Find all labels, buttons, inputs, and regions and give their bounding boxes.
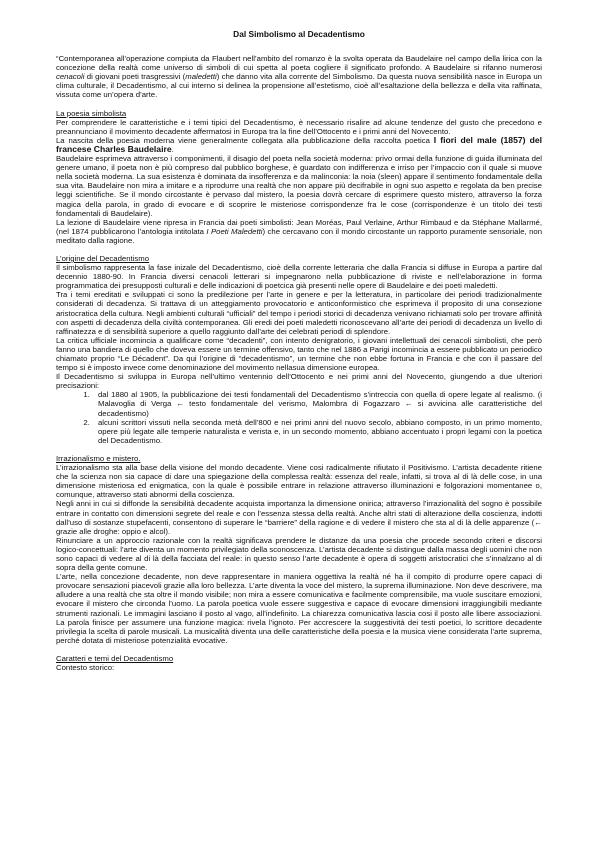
intro-text: di giovani poeti trasgressivi ( bbox=[84, 72, 186, 82]
paragraph: La critica ufficiale incomincia a qualificare come “decadenti”, con intento denigratorio, i giovani intellettuali dei cenacoli simbolisti, che però fanno una bandiera di quello che doveva essere un termine offensivo, tanto che nel 1886 a Parigi incomincia a essere pubblicato un periodico chiamato proprio “Le Décadent”. Da qui l’origine di “decadentismo”, un termine che non ebbe fortuna in Francia e che con il passare del tempo si è imposto invece come denominazione del movimento nellasua dimensione europea. bbox=[56, 335, 542, 373]
intro-text: ) che danno vita alla corrente del Simbolismo. Da questa nuova sensibilità nasce in Europa un clima culturale, il Decadentismo, al cui interno si delinea la propensione all’estetismo, cioè all’esaltazione della bellezza e della vita raffinata, vissuta come un’opera d’arte. bbox=[56, 72, 542, 100]
paragraph: Per comprendere le caratteristiche e i temi tipici del Decadentismo, è necessario risalire ad alcune tendenze del gusto che precedono e preannunciano il movimento decadente affermatosi in Europa tra la fine dell’Ottocento e i primi anni del Novecento. bbox=[56, 117, 542, 136]
paragraph-text: La lezione di Baudelaire viene ripresa in Francia dai poeti simbolisti: Jean Moréas, Paul Verlaine, Arthur Rimbaud e da Stéphane Mallarmé, (nel 1874 pubblicarono l’antologia intitolata bbox=[56, 217, 542, 236]
bold-title-fiori-del-male: I fiori del male (1857) del francese Charles Baudelaire bbox=[56, 134, 542, 154]
paragraph: L’arte, nella concezione decadente, non deve rappresentare in maniera oggettiva la realtà né ha il compito di produrre opere capaci di provocare sensazioni piacevoli grazie alla loro bellezza. L’arte diventa la voce del mistero, la suprema illuminazione. Non deve descrivere, ma alludere a una realtà che sta oltre il mondo visibile; non mira a essere comunicativa e facilmente comprensibile, ma vuole suscitare emozioni, evocare il mistero che circonda l’uomo. La parola poetica vuole essere suggestiva e capace di evocare dimensioni irraggiungibili mediante strumenti razionali. Le immagini lasciano il posto al vago, all’indefinito. La chiarezza comunicativa lascia cosi il posto alle libere associazioni. La parola finisce per assumere una funzione magica: rivela l’ignoto. Per accrescere la suggestività dei testi poetici, lo scrittore decadente privilegia la scelta di parole musicali. La musicalità diventa una delle caratteristiche della poesia e la musica viene considerata l’arte suprema, perché dotata di misteriose potenzialità evocative. bbox=[56, 572, 542, 645]
paragraph-text: . bbox=[171, 144, 174, 154]
paragraph: Il simbolismo rappresenta la fase inizale del Decadentismo, cioè della corrente letteraria che dalla Francia si diffuse in Europa a partire dal decennio 1880-90. In Francia diversi cenacoli letterari si impegnarono nella pubblicazione di riviste e nell’elaborazione in forma programmatica dei presupposti culturali e delle indicazioni di poetcica già presenti nelle opere di Baudelaire e dei poeti maledetti. bbox=[56, 263, 542, 291]
intro-italic-maledetti: maledetti bbox=[185, 72, 217, 82]
paragraph: Baudelaire esprimeva attraverso i componimenti, il disagio del poeta nella società moderna: privo ormai della funzione di guida illuminata del genere umano, il poeta non è più compreso dal pubblico borghese, è guardato con indifferenza e irriso per l’impaccio con il quale si muove nella società moderna. La sua esistenza è dominata da insofferenza e da malinconia: la noia (sleen) appare il sentimento fondamentale della sua vita. Baudelaire non mira a imitare e a riprodurre una realtà che non appare più decifrabile in ogni suo aspetto e regolata da ben precise leggi scientifiche. Se il mondo circostante è pervaso dal mistero, la poesia dovrà cercare di esprimere questo mistero, attraverso la forza magica della parola, in grado di evocare e di scoprire le misteriose corrispondenze fra le cose (corrispondenze è un titolo dei testi fondamentali di Baudelaire). bbox=[56, 154, 542, 218]
intro-text: “Contemporanea all’operazione compiuta da Flaubert nell’ambito del romanzo è la svolta operata da Baudelaire nel campo della lirica con la concezione della realtà come universo di simboli di cui spetta al poeta cogliere il significato profondo. A Baudelaire si rifanno numerosi bbox=[56, 54, 542, 73]
italic-title-poeti-maledetti: I Poeti Maledetti bbox=[206, 226, 263, 236]
section-heading-poesia-simbolista: La poesia simbolista bbox=[56, 108, 127, 118]
section-heading-origine: L’origine del Decadentismo bbox=[56, 253, 150, 263]
list-item: 1. dal 1880 al 1905, la pubblicazione dei testi fondamentali del Decadentismo s’intreccia con quella di opere legate al realismo. (i Malavoglia di Verga ← testo fondamentale del verismo, Malombra di Fogazzaro ← si avvicina alle caratteristiche del decadentismo) bbox=[92, 390, 542, 417]
section-heading-caratteri: Caratteri e temi del Decadentismo bbox=[56, 653, 174, 663]
document-page bbox=[56, 30, 542, 672]
paragraph bbox=[56, 136, 542, 154]
subheading-contesto-storico: Contesto storico: bbox=[56, 663, 115, 672]
paragraph: Rinunciare a un approccio razionale con la realtà significava prendere le distanze da una poesia che procede secondo criteri e discorsi logico-concettuali: l’arte diventa un momento privilegiato della sconoscenza. L’artista decadente si distingue dalla massa degli uomini che non sono capaci di vedere al di là della facciata del reale: in questo senso l’arte decadente è opera di soggetti aristocratici che s’innalzano al di sopra della gente comune. bbox=[56, 535, 542, 573]
paragraph: Tra i temi ereditati e sviluppati ci sono la predilezione per l’arte in genere e per la letteratura, in particolare dei periodi tradizionalmente considerati di decadenza. Si trattava di un atteggiamento provocatorio e anticonformistico che esprimeva il proposito di una consezione aristocratica della cultura. Negli ambienti culturali “ufficiali” del tempo i periodi storici di decadenza venivano richiamati solo per trovare affinità con aspetti di decadenza della civiltà contemporanea. Gli eredi dei poeti maledetti riconoscevano all’arte dei periodi di decadenza un livello di raffinatezza e di sensibilità superiore a quello raggiunto dall’arte dei celebrati periodi di splendore. bbox=[56, 290, 542, 336]
paragraph: Il Decadentismo si sviluppa in Europa nell’ultimo ventennio dell’Ottocento e nei primi anni del Novecento, giungendo a due ulteriori precisazioni: bbox=[56, 372, 542, 391]
paragraph: Negli anni in cui si diffonde la sensibilità decadente acquista importanza la dimensione onirica; attraverso l’irrazionalità del sogno è possibile entrare in contatto con dimensioni segrete del reale e con l’essenza stessa della realtà. Anche altri stati di alterazione della coscienza, indotti dall’uso di sostanze stupefacenti, consentono di superare le “barriere” della ragione e di vedere il mistero che sta al di là delle apparenze (← grazie alle droghe: oppio e alcol). bbox=[56, 499, 542, 536]
page-title: Dal Simbolismo al Decadentismo bbox=[233, 29, 365, 39]
paragraph-text: La nascita della poesia moderna viene generalmente collegata alla pubblicazione della raccolta poetica bbox=[56, 135, 434, 145]
list-item: 2. alcuni scrittori vissuti nella seconda metà dell’800 e nei primi anni del nuovo secolo, abbiano composto, in un primo momento, opere più legate alle temperie naturalista e verista e, in un secondo momento, abbiano accentuato i propri legami con la poetica del Decadentismo. bbox=[92, 418, 542, 445]
paragraph bbox=[56, 218, 542, 245]
numbered-list bbox=[56, 390, 542, 445]
intro-paragraph bbox=[56, 54, 542, 99]
paragraph-text: ) che cercavano con il mondo circostante un rapporto puramente sensoriale, non meditato dalla ragione. bbox=[56, 226, 543, 245]
paragraph: L’irrazionalismo sta alla base della visione del mondo decadente. Viene cosi radicalmente rifiutato il Positivismo. L’artista decadente ritiene che la scienza non sia capace di dare una spiegazione della complessa realtà: essenza del reale, infatti, si trova al di là delle cose, in una dimensione misteriosa ed enigmatica, con la quale è possibile entrare in relazione attraverso illuminazioni e folgorazioni momentanee o, comunque, attraverso stati abnormi della coscienza. bbox=[56, 463, 542, 500]
intro-italic-cenacoli: cenacoli bbox=[56, 72, 85, 82]
section-heading-irrazionalismo: Irrazionalismo e mistero. bbox=[56, 453, 141, 463]
